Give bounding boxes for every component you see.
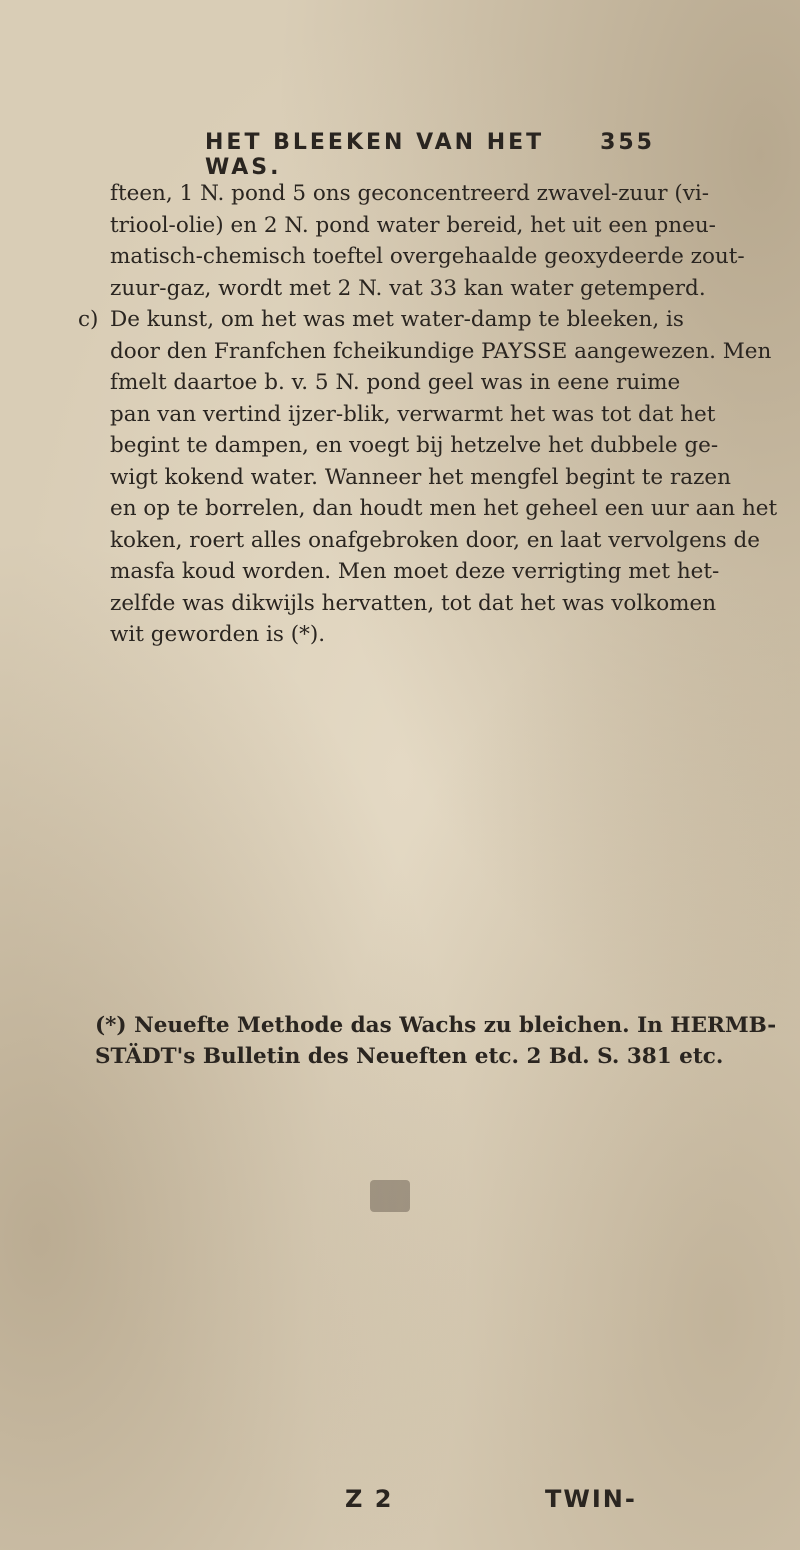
- text-line: door den Franfchen fcheikundige PAYSSE aangewezen. Men: [110, 338, 772, 364]
- body-text: [78, 178, 778, 651]
- signature-mark: Z 2: [345, 1485, 394, 1513]
- text-line: pan van vertind ijzer-blik, verwarmt het was tot dat het: [110, 401, 716, 427]
- paragraph-2: [78, 304, 778, 651]
- footnote-line: (*) Neuefte Methode das Wachs zu bleichen. In HERMB-: [95, 1013, 777, 1038]
- text-line: wigt kokend water. Wanneer het mengfel begint te razen: [110, 464, 731, 490]
- text-line: koken, roert alles onafgebroken door, en laat vervolgens de: [110, 527, 760, 553]
- text-line: matisch-chemisch toeftel overgehaalde geoxydeerde zout-: [110, 244, 745, 269]
- running-title: HET BLEEKEN VAN HET WAS.: [205, 130, 545, 180]
- text-line: begint te dampen, en voegt bij hetzelve het dubbele ge-: [110, 433, 719, 458]
- text-line: De kunst, om het was met water-damp te bleeken, is: [110, 307, 684, 332]
- text-line: wit geworden is (*).: [110, 622, 326, 647]
- catchword: TWIN-: [545, 1485, 637, 1513]
- text-line: zelfde was dikwijls hervatten, tot dat het was volkomen: [110, 590, 717, 616]
- footnote-line: STÄDT's Bulletin des Neueften etc. 2 Bd. S. 381 etc.: [95, 1044, 724, 1069]
- footnote: [95, 1010, 777, 1072]
- page-number: 355: [600, 130, 655, 155]
- text-line: en op te borrelen, dan houdt men het geheel een uur aan het: [110, 496, 778, 521]
- running-header: [205, 130, 655, 180]
- ink-stain: [370, 1180, 410, 1212]
- text-line: triool-olie) en 2 N. pond water bereid, het uit een pneu-: [110, 212, 716, 238]
- paragraph-1: [110, 178, 745, 304]
- text-line: fmelt daartoe b. v. 5 N. pond geel was in eene ruime: [110, 370, 681, 395]
- text-line: zuur-gaz, wordt met 2 N. vat 33 kan water getemperd.: [110, 275, 706, 301]
- paragraph-marker: c): [78, 307, 99, 332]
- text-line: masfa koud worden. Men moet deze verrigting met het-: [110, 559, 720, 584]
- text-line: fteen, 1 N. pond 5 ons geconcentreerd zwavel-zuur (vi-: [110, 181, 710, 206]
